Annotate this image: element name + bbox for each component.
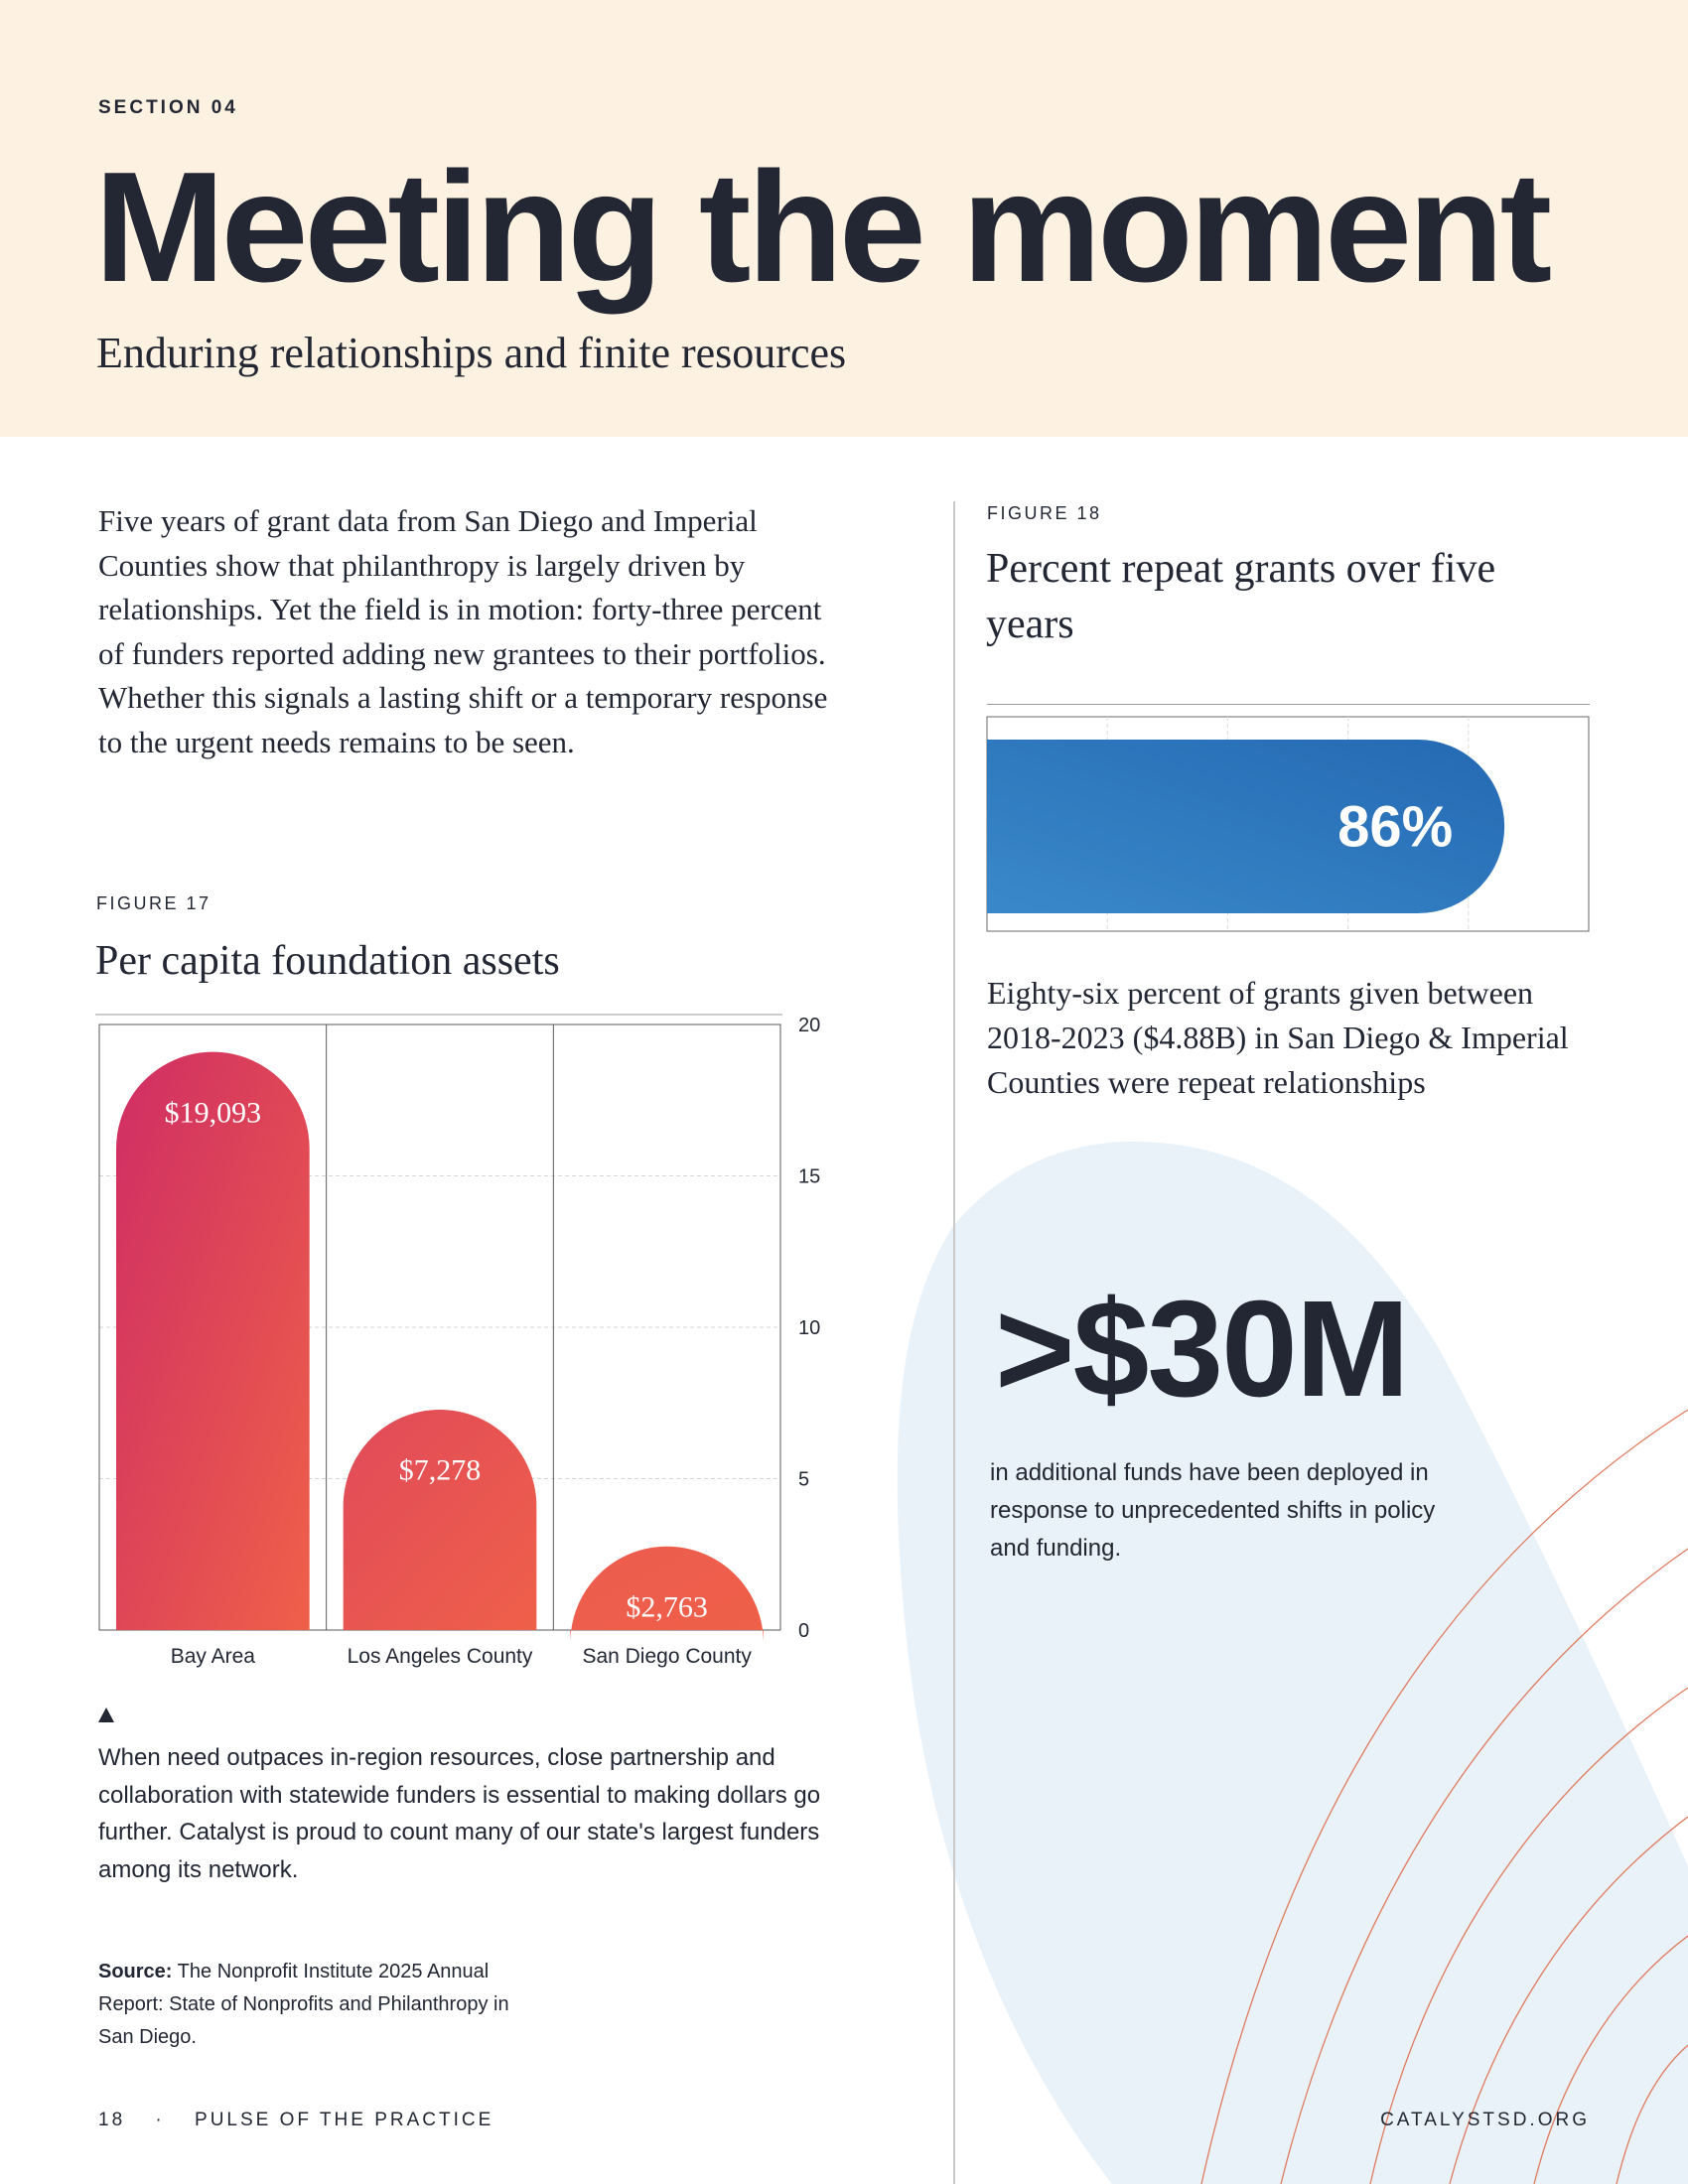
x-category-label: San Diego County: [582, 1645, 752, 1668]
bar-bay-area: [116, 1052, 310, 1630]
data-label: $2,763: [626, 1590, 708, 1624]
intro-paragraph: Five years of grant data from San Diego and Imperial Counties show that philanthropy is largely driven by relationships. Yet the field is in motion: forty-three percent of funders reported adding new grantees to their portfolios. Whether this signals a lasting shift or a temporary response to the urgent needs remains to be seen.: [98, 503, 828, 759]
source-text: The Nonprofit Institute 2025 Annual Report: State of Nonprofits and Philanthropy in San Diego.: [98, 1961, 509, 2048]
y-tick-label: 5: [798, 1468, 810, 1491]
per-capita-assets-chart: [95, 1011, 850, 1686]
x-category-label: Los Angeles County: [347, 1645, 533, 1668]
bar-value-label: 86%: [1337, 794, 1454, 860]
figure-18-rule: [987, 704, 1590, 705]
figure-17-label: FIGURE 17: [96, 893, 211, 913]
footer-separator: ·: [155, 2110, 165, 2130]
publication-name: PULSE OF THE PRACTICE: [195, 2110, 494, 2130]
partnership-note: When need outpaces in-region resources, close partnership and collaboration with statewide funders is essential to making dollars go further. Catalyst is proud to count many of our state's largest funders among its network.: [98, 1744, 821, 1883]
figure-18-caption: Eighty-six percent of grants given between 2018-2023 ($4.88B) in San Diego & Imperial Counties were repeat relationships: [987, 975, 1569, 1100]
page-number: 18: [98, 2110, 126, 2130]
y-tick-label: 15: [798, 1165, 821, 1188]
repeat-grants-chart: [986, 716, 1592, 934]
data-label: $7,278: [398, 1453, 482, 1487]
y-tick-label: 20: [798, 1015, 821, 1036]
column-divider: [953, 501, 955, 2184]
triangle-icon: [98, 1707, 114, 1722]
source-label: Source:: [98, 1961, 173, 1982]
page-subtitle: Enduring relationships and finite resources: [96, 329, 847, 377]
website-link[interactable]: CATALYSTSD.ORG: [1380, 2110, 1590, 2130]
source-citation: [98, 1956, 515, 2054]
additional-funds-description: in additional funds have been deployed in response to unprecedented shifts in policy and funding.: [990, 1459, 1436, 1562]
additional-funds-stat: >$30M: [995, 1273, 1408, 1426]
page-title: Meeting the moment: [94, 140, 1549, 315]
section-label: SECTION 04: [98, 97, 238, 118]
footer-left: [98, 2110, 493, 2131]
x-category-label: Bay Area: [170, 1645, 255, 1668]
bar-los-angeles-county: [344, 1410, 537, 1630]
y-tick-label: 10: [798, 1317, 821, 1339]
figure-18-title: Percent repeat grants over five years: [986, 546, 1496, 647]
figure-17-title: Per capita foundation assets: [95, 938, 560, 984]
data-label: $19,093: [164, 1096, 262, 1130]
figure-18-label: FIGURE 18: [987, 503, 1102, 523]
y-tick-label: 0: [798, 1620, 810, 1642]
